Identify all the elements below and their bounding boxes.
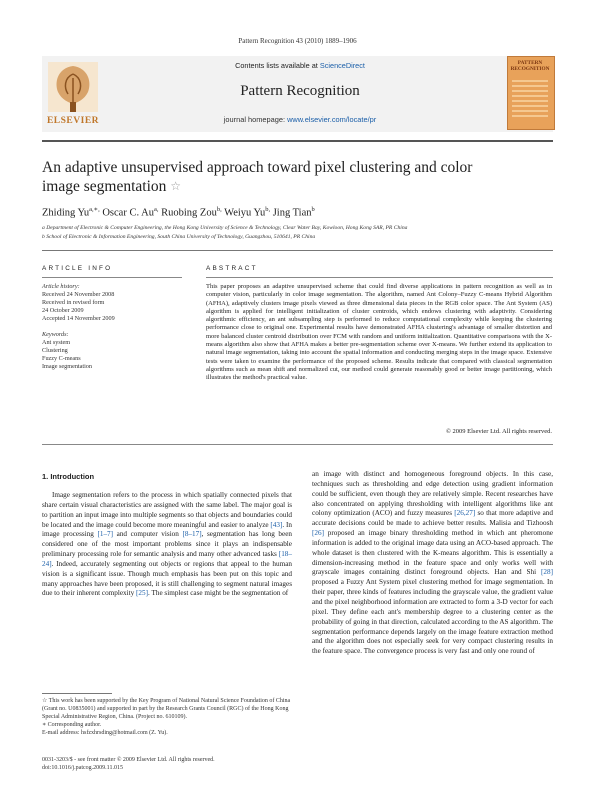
front-matter-line: 0031-3203/$ - see front matter © 2009 Elsevier Ltd. All rights reserved. (42, 757, 215, 763)
history-item: 24 October 2009 (42, 307, 84, 314)
citation-link[interactable]: [25] (136, 589, 148, 598)
keyword: Clustering (42, 347, 68, 354)
author-name: Ruobing Zou (161, 207, 217, 219)
article-info-block (42, 283, 182, 371)
abstract-copyright: © 2009 Elsevier Ltd. All rights reserved. (445, 428, 552, 435)
author-affiliation-marker: b (311, 206, 315, 213)
citation-link[interactable]: [26] (312, 529, 324, 538)
history-item: Accepted 14 November 2009 (42, 315, 115, 322)
paper-title-line2: image segmentation (42, 178, 167, 195)
author-affiliation-marker: b, (216, 206, 222, 213)
doi-block (42, 757, 292, 772)
affiliation-b: b School of Electronic & Information Engineering, South China University of Technology, Guangzhou, 510641, PR China (42, 234, 316, 240)
keyword: Fuzzy C-means (42, 355, 81, 362)
cover-decoration (512, 80, 548, 120)
email-footnote: E-mail address: hsfzxhrsding@hotmail.com (Z. Yu). (42, 730, 168, 736)
contents-prefix: Contents lists available at (235, 61, 318, 70)
journal-title: Pattern Recognition (240, 83, 360, 99)
article-info-heading: ARTICLE INFO (42, 265, 113, 272)
homepage-prefix: journal homepage: (223, 115, 286, 124)
corresponding-author-footnote: ∗ Corresponding author. (42, 722, 102, 728)
history-label: Article history: (42, 283, 80, 290)
doi-line[interactable]: doi:10.1016/j.patcog.2009.11.015 (42, 764, 123, 771)
citation-link[interactable]: [8–17] (182, 530, 202, 539)
author-list (42, 205, 553, 219)
author-name: Oscar C. Au (102, 207, 154, 219)
header-divider (42, 140, 553, 142)
abstract-divider (42, 444, 553, 445)
footnote-star-icon[interactable]: ☆ (170, 179, 182, 193)
article-info-underline (42, 277, 182, 278)
citation-link[interactable]: [43] (270, 520, 283, 529)
keywords-label: Keywords: (42, 331, 69, 338)
author-affiliation-marker: a,∗, (89, 206, 100, 213)
cover-title: PATTERN RECOGNITION (510, 60, 550, 72)
abstract-text: This paper proposes an adaptive unsupervised scheme that could find diverse applications in pattern recognition as well as in computer vision, particularly in color image segmentation. The algorithm, named Ant Colony–Fuzzy C-means Hybrid Algorithm (AFHA), adaptively clusters image pixels viewed as three dimensional data pieces in the RGB color space. The Ant System (AS) algorithm is applied for intelligent initialization of cluster centroids, which endows clustering with adaptivity. Considering algorithmic efficiency, an ant subsampling step is performed to reduce computational complexity while keeping the clustering performance close to original one. Experimental results have demonstrated AFHA clustering's advantage of smaller distortion and more balanced cluster centroid distribution over FCM with random and uniform initialization. Quantitative comparisons with the X-means algorithm also show that AFHA makes a better pre-segmentation scheme over X-means. We further extend its application to natural image segmentation, taking into account the spatial information and conducting merging steps in the image space. Extensive tests were taken to examine the performance of the proposed scheme. Results indicate that compared with classical segmentation algorithms such as mean shift and normalized cut, our method could generate reasonably good or better image partitioning, which illustrates the method's practical value. (206, 283, 552, 382)
paper-title-line1: An adaptive unsupervised approach toward pixel clustering and color (42, 159, 473, 176)
author-affiliation-marker: b, (265, 206, 271, 213)
homepage-link[interactable]: www.elsevier.com/locate/pr (287, 115, 377, 124)
author-name: Zhiding Yu (42, 207, 90, 219)
keyword: Image segmentation (42, 363, 92, 370)
citation-link[interactable]: [28] (541, 568, 553, 577)
affiliation-divider (42, 250, 553, 251)
contents-line (110, 61, 490, 70)
abstract-heading: ABSTRACT (206, 265, 258, 272)
author-name: Weiyu Yu (224, 207, 266, 219)
footnotes (42, 697, 292, 737)
paper-title (42, 158, 522, 196)
history-item: Received 24 November 2008 (42, 291, 115, 298)
footnote-divider (42, 693, 112, 694)
introduction-heading: 1. Introduction (42, 472, 95, 481)
citation-link[interactable]: [18–24] (42, 550, 292, 568)
abstract-underline (206, 277, 553, 278)
history-item: Received in revised form (42, 299, 105, 306)
journal-reference: Pattern Recognition 43 (2010) 1889–1906 (238, 37, 357, 45)
publisher-name: ELSEVIER (46, 116, 100, 126)
journal-homepage (110, 115, 490, 124)
funding-footnote: ☆ This work has been supported by the Key Program of National Natural Science Foundation of China (Grant no. U0835001) and supported in part by the Research Grants Council (RGC) of the Hong Kong Special Administrative Region, China. (Project no. 610109). (42, 698, 291, 720)
author-name: Jing Tian (272, 207, 312, 219)
affiliation-a: a Department of Electronic & Computer Engineering, the Hong Kong University of Science & Technology, Clear Water Bay, Kowloon, Hong Kong SAR, PR China (42, 225, 408, 231)
sciencedirect-link[interactable]: ScienceDirect (319, 61, 365, 70)
keyword: Ant system (42, 339, 71, 346)
intro-right-column: an image with distinct and homogeneous foreground objects. In this case, techniques such as thresholding and edge detection using gradient information could be sufficient, even though they are relatively simple. Recent researches have also concentrated on applying thresholding with intelligent algorithms like ant colony optimization (ACO) and fuzzy measures [26,27] so that more adaptive and accurate decisions could be made to achieve better results. Malisia and Tizhoosh [26] proposed an image binary thresholding method in which ant pheromone information is added to the original image data using an ACO-based approach. The whole dataset is then clustered with the K-means algorithm. This is essentially a dimension-increasing method in the feature space and only works well with grayscale images containing distinct foreground objects. Han and Shi [28] proposed a Fuzzy Ant System pixel clustering method for image segmentation. In their paper, three kinds of features including the grayscale value, the gradient value and the pixel neighborhood information are extracted to form a 3-D vector for each pixel. They define each ant's membership degree to a clustering center as the probability of going in that direction, calculated according to the AS algorithm. The segmentation performance depends largely on the image feature extraction method and the algorithm does not especially seek for very compact clustering results in the feature space. The convergence process is very fast and only one round of (312, 470, 553, 656)
citation-link[interactable]: [1–7] (97, 530, 114, 539)
author-affiliation-marker: a, (153, 206, 159, 213)
intro-left-column: Image segmentation refers to the process in which spatially connected pixels that share certain visual characteristics are assigned with the same label. The major goal is to partition an input image into multiple segments so that objects and boundaries could be located and the image could become more meaningful and easier to analyze [43]. In image processing [1–7] and computer vision [8–17], segmentation has long been considered one of the most important problems since it plays an indispensable preliminary processing role for semantic analysis and many other advanced tasks [18–24]. Indeed, accurately segmenting out objects or regions that appeal to the human vision is a significant issue. Though much emphasis has been put on this topic and many approaches have been proposed, it is still challenging to segment natural images due to their inherent complexity [25]. The simplest case might be the segmentation of (42, 491, 292, 598)
citation-link[interactable]: [26,27] (454, 509, 476, 518)
